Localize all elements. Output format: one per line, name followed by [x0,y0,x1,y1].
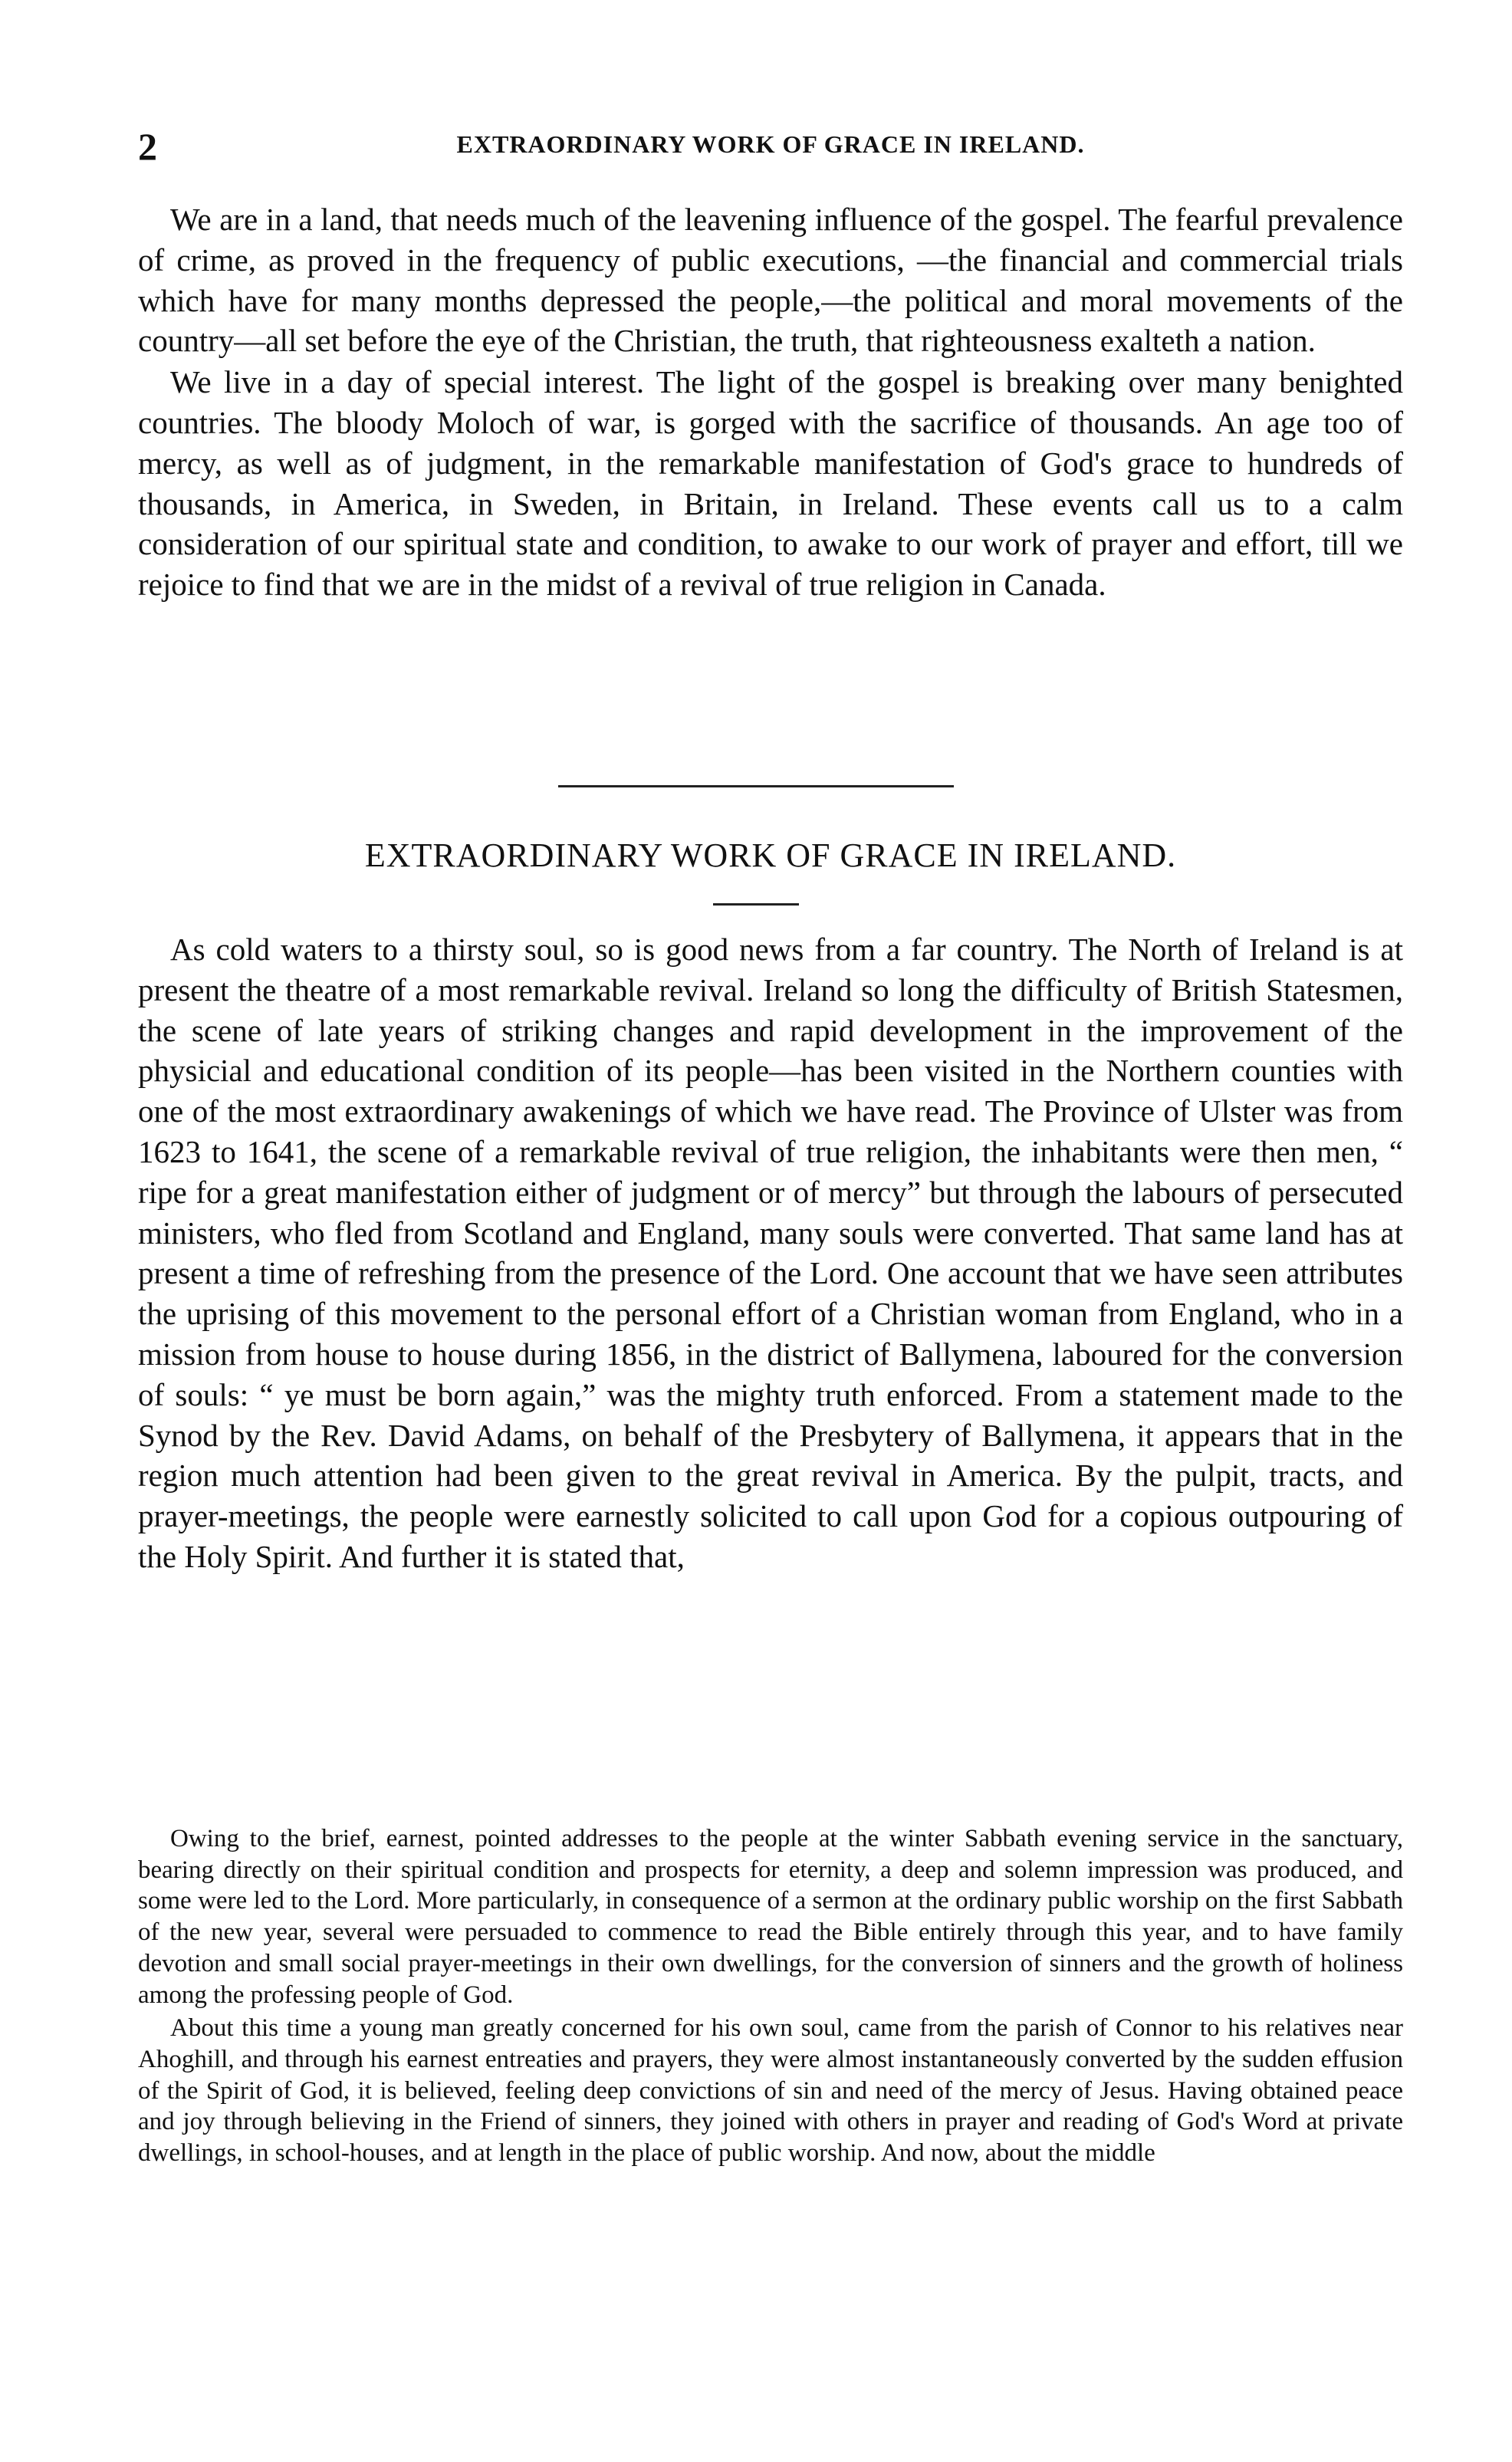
article-paragraph: As cold waters to a thirsty soul, so is good news from a far country. The North of Ireland is at present the theatre of a most remarkable revival. Ireland so long the difficulty of British Statesmen, the scene of late years of striking changes and rapid development in the improvement of the physicial and educational condition of its people—has been visited in the Northern counties with one of the most extraordinary awakenings of which we have read. The Province of Ulster was from 1623 to 1641, the scene of a remarkable revival of true religion, the inhabitants were then men, “ ripe for a great manifestation either of judgment or of mercy” but through the labours of persecuted ministers, who fled from Scotland and England, many souls were converted. That same land has at present a time of refreshing from the presence of the Lord. One account that we have seen attributes the uprising of this movement to the personal effort of a Christian woman from England, who in a mission from house to house during 1856, in the district of Ballymena, laboured for the conversion of souls: “ ye must be born again,” was the mighty truth enforced. From a statement made to the Synod by the Rev. David Adams, on behalf of the Presbytery of Ballymena, it appears that in the region much attention had been given to the great revival in America. By the pulpit, tracts, and prayer-meetings, the people were earnestly solicited to call upon God for a copious outpouring of the Holy Spirit. And further it is stated that, [138,932,1403,1574]
intro-paragraph: We live in a day of special interest. The light of the gospel is breaking over many benighted countries. The bloody Moloch of war, is gorged with the sacrifice of thousands. An age too of mercy, as well as of judgment, in the remarkable manifestation of God's grace to hundreds of thousands, in America, in Sweden, in Britain, in Ireland. These events call us to a calm consideration of our spiritual state and condition, to awake to our work of prayer and effort, till we rejoice to find that we are in the midst of a revival of true religion in Canada. [138,364,1403,603]
page-number: 2 [138,125,157,168]
quote-paragraph: About this time a young man greatly concerned for his own soul, came from the parish of Connor to his relatives near Ahoghill, and through his earnest entreaties and prayers, they were almost instantaneously converted by the sudden effusion of the Spirit of God, it is believed, feeling deep convictions of sin and need of the mercy of Jesus. Having obtained peace and joy through believing in the Friend of sinners, they joined with others in prayer and reading of God's Word at private dwellings, in school-houses, and at length in the place of public worship. And now, about the middle [138,2014,1403,2168]
section-divider-rule [558,785,954,787]
block-quote [138,1823,1403,2169]
running-title: EXTRAORDINARY WORK OF GRACE IN IRELAND. [456,130,1085,158]
section-title: EXTRAORDINARY WORK OF GRACE IN IRELAND. [364,837,1177,874]
article-body [138,929,1403,1577]
intro-section [138,199,1403,605]
running-head [138,124,1403,170]
intro-paragraph: We are in a land, that needs much of the leavening influence of the gospel. The fearful prevalence of crime, as proved in the frequency of public executions, —the financial and commercial trials which have for many months depressed the people,—the political and moral movements of the country—all set before the eye of the Christian, the truth, that righteousness exalteth a nation. [138,202,1403,359]
quote-paragraph: Owing to the brief, earnest, pointed addresses to the people at the winter Sabbath evening service in the sanctuary, bearing directly on their spiritual condition and prospects for eternity, a deep and solemn impression was produced, and some were led to the Lord. More particularly, in consequence of a sermon at the ordinary public worship on the first Sabbath of the new year, several were persuaded to commence to read the Bible entirely through this year, and to have family devotion and small social prayer-meetings in their own dwellings, for the conversion of sinners and the growth of holiness among the professing people of God. [138,1825,1403,2009]
title-underline-rule [713,903,799,906]
